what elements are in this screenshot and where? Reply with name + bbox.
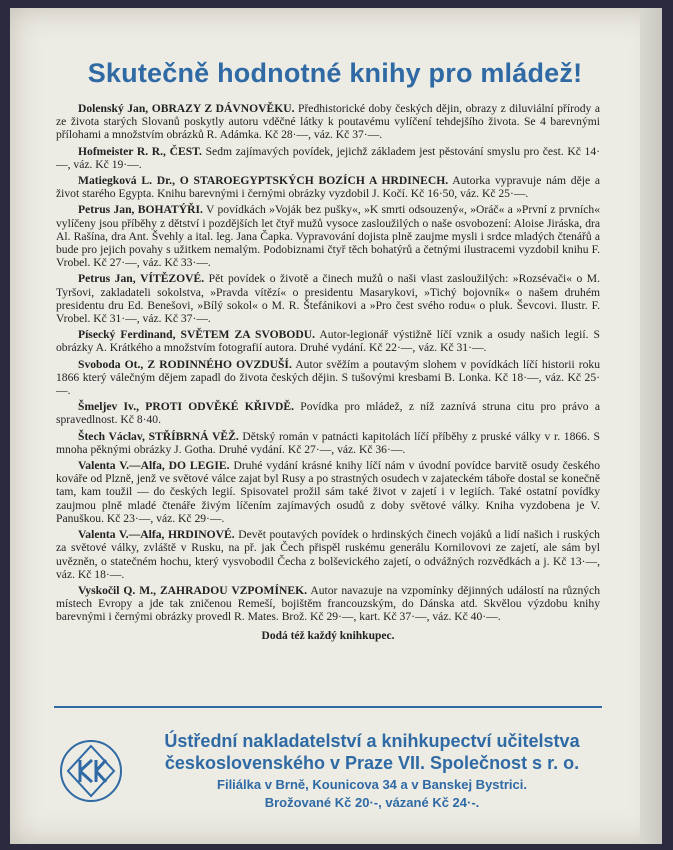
entry-title: O STAROEGYPTSKÝCH BOZÍCH A HRDINECH. bbox=[179, 174, 449, 188]
entry-title: Z RODINNÉHO OVZDUŠÍ. bbox=[147, 357, 292, 371]
book-entry bbox=[56, 430, 600, 456]
entry-author: Hofmeister R. R., bbox=[78, 144, 166, 158]
entry-title: DO LEGIE. bbox=[168, 459, 230, 473]
entry-title: HRDINOVÉ. bbox=[168, 528, 235, 542]
publisher-branch: Filiálka v Brně, Kounicova 34 a v Banskej Bystrici. bbox=[217, 777, 527, 792]
book-entry bbox=[56, 272, 600, 325]
book-entry bbox=[56, 584, 600, 624]
entry-text: Autorka vypravuje nám děje a život starého Egypta. Knihu barevnými i černými obrázky vyzdobil J. Kočí. Kč 16·50, váz. Kč 25·—. bbox=[56, 174, 600, 201]
entry-text: Devět poutavých povídek o hrdinských činech vojáků a lidí našich i ruských za světové války, zvláště v Rusku, na př. jak Čech přispěl ruskému generálu Kornilovovi ze zajetí, ale sám byl uvězněn, o statečném hochu, který vysvobodil Čecha z bolševického zajetí, o odvážných rozvědkách a j. Kč 13·—, váz. Kč 18·—. bbox=[56, 528, 600, 581]
cover-spine bbox=[640, 8, 662, 844]
publisher-name-line2: československého v Praze VII. Společnost s r. o. bbox=[164, 753, 580, 773]
entry-author: Šmeljev Iv., bbox=[78, 400, 139, 414]
entry-text: Autor navazuje na vzpomínky dějinných událostí na různých místech Evropy a jde tak zničenou Remeší, bojištěm francouzským, do Dánska atd. Skvělou výzdobu knihy barevnými i černými obrázky provedl R. Mates. Brož. Kč 29·—, kart. Kč 37·—, váz. Kč 40·—. bbox=[56, 583, 601, 624]
book-entry bbox=[56, 174, 600, 200]
entry-author: Dolenský Jan, bbox=[78, 102, 149, 115]
book-entry bbox=[56, 400, 600, 426]
entry-author: Matiegková L. Dr., bbox=[78, 174, 175, 188]
book-entry bbox=[56, 328, 600, 354]
entry-text: Dětský román v patnácti kapitolách líčí příběhy z pruské války v r. 1866. S mnoha pěknými obrázky J. Gotha. Druhé vydání. Kč 27·—, váz. Kč 36·—. bbox=[56, 429, 600, 456]
entry-author: Petrus Jan, bbox=[78, 203, 135, 217]
book-entry bbox=[56, 203, 600, 269]
entry-author: Vyskočil Q. M., bbox=[78, 583, 156, 597]
entry-text: V povídkách »Voják bez pušky«, »K smrti odsouzený«, »Oráč« a »První z prvních« vylíčeny jsou příběhy z dětství i pozdějších let čtyř mužů vysoce zasloužilých o naše osvobození: Aloise Jiráska, dra Al. Rašína, dra Ant. Švehly a ital. leg. Jana Čapka. Vypravování dojista plně zaujme mysli i srdce mladých čtenářů a bude pro jejich povahy s užitkem nemalým. Podobiznami čtyř těch bohatýrů a četnými ilustracemi vyzdobil knihu F. Vrobel. Kč 27·—, váz. Kč 33·—. bbox=[56, 203, 600, 270]
publisher-price: Brožované Kč 20·-, vázané Kč 24·-. bbox=[264, 795, 480, 810]
entry-text: Povídka pro mládež, z níž zaznívá struna citu pro právo a spravedlnost. Kč 8·40. bbox=[56, 400, 600, 427]
entry-title: BOHATÝŘI. bbox=[137, 203, 203, 217]
headline: Skutečně hodnotné knihy pro mládež! bbox=[87, 58, 583, 88]
book-list bbox=[56, 102, 600, 643]
publisher-block bbox=[142, 730, 602, 812]
book-back-cover bbox=[10, 8, 662, 844]
entry-text: Pět povídek o životě a činech mužů o naši vlast zasloužilých: »Rozsévači« o M. Tyršovi, zakladateli sokolstva, »Pravda vítězí« o presidentu Masarykovi, »Tichý bojovník« o našem druhém presidentu dru Ed. Benešovi, »Bílý sokol« o M. R. Štefánikovi a »Pro čest svého rodu« o pluk. Ševcovi. Ilustr. F. Vrobel. Kč 31·—, váz. Kč 37·—. bbox=[56, 272, 600, 326]
entry-text: Předhistorické doby českých dějin, obrazy z diluviální přírody a ze života starých Slovanů poskytly autoru vděčné látky k poutavému vylíčení tehdejšího života. Se 4 barevnými přílohami a množstvím obrázků R. Adámka. Kč 28·—, váz. Kč 37·—. bbox=[56, 102, 600, 142]
book-entry bbox=[56, 358, 600, 398]
divider-rule bbox=[54, 706, 602, 708]
publisher-name-line1: Ústřední nakladatelství a knihkupectví učitelstva bbox=[164, 731, 580, 751]
book-entry bbox=[56, 145, 600, 171]
publisher-logo-icon bbox=[58, 738, 124, 804]
entry-title: SVĚTEM ZA SVOBODU. bbox=[180, 328, 316, 342]
book-entry bbox=[56, 459, 600, 525]
book-entry bbox=[56, 102, 600, 142]
book-entry bbox=[56, 528, 600, 581]
entry-text: Sedm zajímavých povídek, jejichž základem jest pěstování smyslu pro čest. Kč 14·—, váz. Kč 19·—. bbox=[56, 144, 600, 171]
entry-author: Valenta V.—Alfa, bbox=[78, 459, 165, 473]
entry-text: Autor-legionář výstižně líčí vznik a osudy našich legií. S obrázky A. Krátkého a množstvím fotografií autora. Druhé vydání. Kč 22·—, váz. Kč 31·—. bbox=[56, 328, 600, 355]
entry-title: ČEST. bbox=[169, 144, 202, 158]
entry-author: Petrus Jan, bbox=[78, 272, 136, 286]
entry-title: VÍTĚZOVÉ. bbox=[140, 272, 205, 286]
entry-author: Písecký Ferdinand, bbox=[78, 328, 176, 342]
entry-title: OBRAZY Z DÁVNOVĚKU. bbox=[151, 102, 295, 115]
entry-title: PROTI ODVĚKÉ KŘIVDĚ. bbox=[145, 400, 294, 414]
entry-author: Štech Václav, bbox=[78, 429, 145, 443]
entry-author: Valenta V.—Alfa, bbox=[78, 528, 165, 542]
entry-text: Autor svěžím a poutavým slohem v povídkách líčí historii roku 1866 který válečným dějem zapadl do života českých dějin. S tušovými kresbami B. Lonka. Kč 18·—, váz. Kč 25·—. bbox=[56, 357, 601, 398]
entry-title: ZAHRADOU VZPOMÍNEK. bbox=[159, 583, 308, 597]
entry-author: Svoboda Ot., bbox=[78, 357, 144, 371]
entry-text: Druhé vydání krásné knihy líčí nám v úvodní povídce barvitě osudy českého kováře od Plzně, jenž ve světové válce zajat byl Rusy a po strastných osudech v zajateckém táboře dostal se konečně tam, kam toužil — do českých legií. Spisovatel prožil sám také život v zajetí i v legiích. Také ostatní povídky zaujmou plně mladé čtenáře živým líčením zajímavých osudů z doby světové války. Kniha vyzdobena je V. Panuškou. Kč 23·—, váz. Kč 29·—. bbox=[56, 459, 601, 525]
closing-note: Dodá též každý knihkupec. bbox=[261, 629, 395, 642]
entry-title: STŘÍBRNÁ VĚŽ. bbox=[148, 429, 239, 443]
